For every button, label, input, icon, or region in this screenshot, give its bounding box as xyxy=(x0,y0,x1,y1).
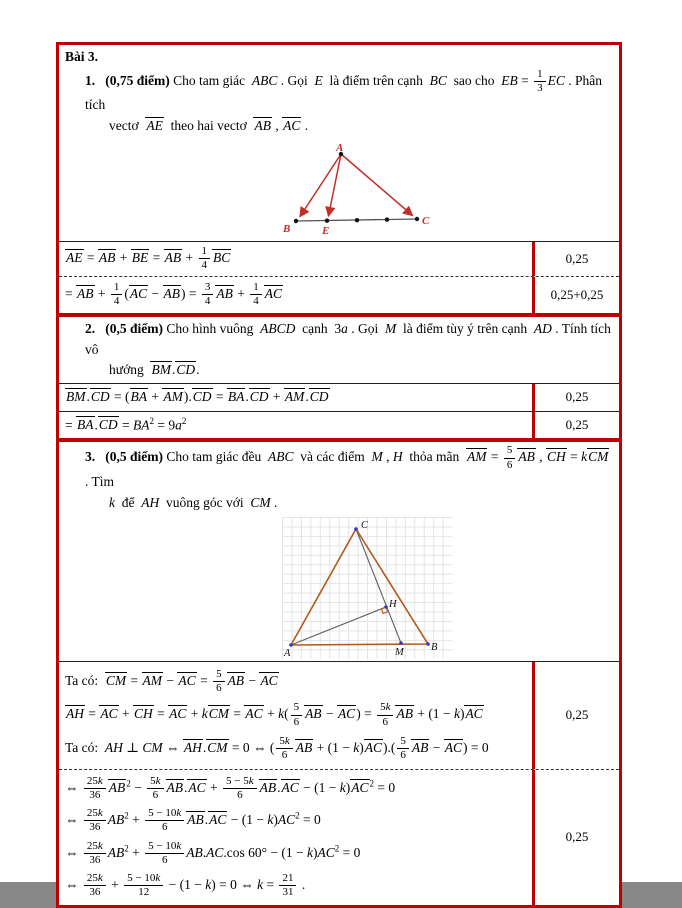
point-m xyxy=(399,641,403,645)
label-b: B xyxy=(431,641,438,653)
figure-triangle-abc-mh xyxy=(87,517,647,659)
question-2-line-2: hướng BM.CD. xyxy=(109,362,200,378)
score-cell-1a: 0,25 xyxy=(532,242,619,275)
exam-answer-table xyxy=(56,42,622,908)
solution-3b-formulas: ⇔ $\frac{25k}{36}$ $AB^2$ − $\frac{5k}{6}$ AB.AC + $\frac{5 - 5k}{6}$ $AB.AC - (1 - k)AC^2 = 0$ ⇔ $\frac{25k}{36}$ $AB^2$ + $\frac{5 - 10k}{6}$ $AB.AC - (1 - k)AC^2 = 0$ ⇔ $\frac{25k}{36}$ $AB^2$ + $\frac{5 - 10k}{6}$ AB.AC.cos $60^\circ - (1 - k)AC^2 = 0$ ⇔ $\frac{25k}{36}$ + $\frac{5 - 10k}{12}$ − (1 − k) = 0 ⇔ k = $\frac{21}{31}$ . xyxy=(65,775,396,898)
point-a xyxy=(289,643,293,647)
solution-3a-formulas: Ta có: CM = AM − AC = $\frac{5}{6}$ AB − AC AH = AC + CH = AC + kCM = AC + k( $\frac{5}{6}$ AB − AC) = $\frac{5k}{6}$ AB + (1 − k)AC Ta có: AH ⊥ CM ⇔ AH.CM = 0 ⇔ ( $\frac{5k}{6}$ AB + (1 − k)AC).( $\frac{5}{6}$ AB − AC) = 0 xyxy=(65,667,489,762)
question-2-line-1: 2. (0,5 điểm) Cho hình vuông ABCD cạnh 3a . Gọi M là điểm tùy ý trên cạnh AD . Tính tích vô xyxy=(85,320,615,357)
score-cell-2b: 0,25 xyxy=(532,412,619,439)
question-3 xyxy=(59,442,619,515)
point-b xyxy=(294,219,298,223)
solution-row-2b xyxy=(59,411,619,439)
question-1-line-1: 1. (0,75 điểm) Cho tam giác ABC . Gọi E là điểm trên cạnh BC sao cho EB = $\frac{1}{3}$ EC . Phân tích xyxy=(85,68,606,113)
question-3-line-1: 3. (0,5 điểm) Cho tam giác đều ABC và các điểm M , H thỏa mãn AM = $\frac{5}{6}$ AB , CH = kCM . Tìm xyxy=(85,444,613,489)
point-e xyxy=(325,219,329,223)
label-a: A xyxy=(284,647,291,659)
figure-2-svg xyxy=(282,517,452,659)
point-b xyxy=(426,642,430,646)
point-h xyxy=(384,605,388,609)
segment-ah xyxy=(291,607,386,645)
section-title: Bài 3. xyxy=(65,49,99,64)
question-1 xyxy=(59,66,619,139)
figure-1-svg xyxy=(277,141,437,237)
tick-point-1 xyxy=(355,218,359,222)
solution-2a-formula: BM.CD = (BA + AM).CD = BA.CD + AM.CD xyxy=(66,389,329,405)
score-cell-3a: 0,25 xyxy=(532,662,619,769)
point-c xyxy=(354,527,358,531)
vector-ac xyxy=(341,154,413,216)
label-e: E xyxy=(322,225,330,238)
triangle-abc xyxy=(291,529,428,645)
point-c xyxy=(415,217,419,221)
label-c: C xyxy=(422,215,430,228)
solution-row-3b xyxy=(59,769,619,905)
tick-point-2 xyxy=(385,218,389,222)
label-h: H xyxy=(389,598,397,610)
solution-row-1a xyxy=(59,241,619,275)
solution-1a-formula: AE = AB + BE = AB + $\frac{1}{4}$ BC xyxy=(66,245,231,272)
solution-row-1b xyxy=(59,276,619,313)
solution-row-3a xyxy=(59,661,619,769)
grid-lines xyxy=(282,517,452,659)
figure-triangle-abce xyxy=(77,141,637,237)
label-b: B xyxy=(283,223,291,236)
score-cell-3b: 0,25 xyxy=(532,770,619,905)
solution-row-2a xyxy=(59,383,619,410)
label-m: M xyxy=(395,646,404,658)
score-cell-1b: 0,25+0,25 xyxy=(532,277,619,313)
label-a: A xyxy=(336,142,344,155)
score-cell-2a: 0,25 xyxy=(532,384,619,410)
question-3-line-2: k để AH vuông góc với CM . xyxy=(109,494,278,510)
question-2 xyxy=(59,317,619,384)
solution-1b-formula: = AB + $\frac{1}{4}$ (AC − AB) = $\frac{3}{4}$ AB + $\frac{1}{4}$ AC xyxy=(65,280,283,308)
label-c: C xyxy=(361,519,369,531)
question-1-line-2: vectơ AE theo hai vectơ AB , AC . xyxy=(109,118,309,134)
solution-2b-formula: = $BA.CD = BA^2 = 9a^2$ xyxy=(65,415,187,433)
